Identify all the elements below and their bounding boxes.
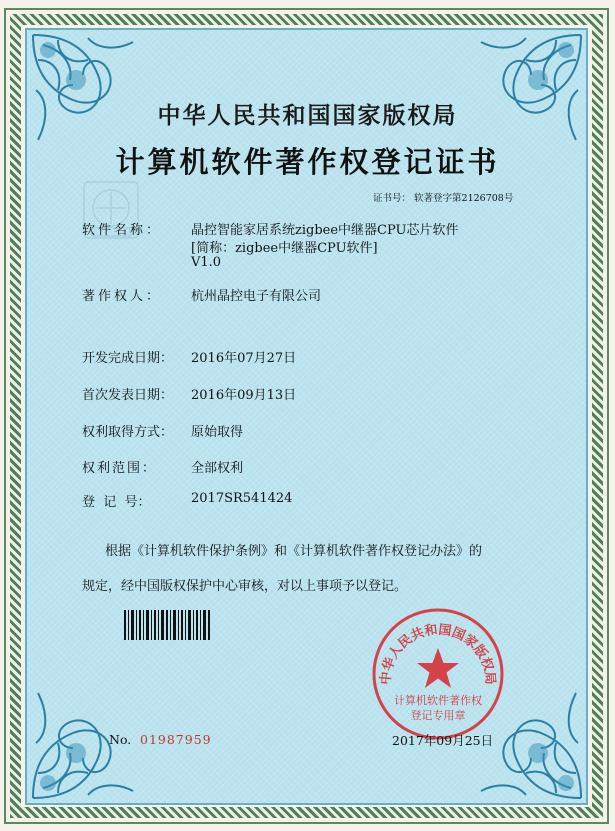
pub-date-value: 2016年09月13日 — [191, 388, 297, 403]
seal-center-line-2: 登记专用章 — [410, 709, 466, 722]
pub-date-label: 首次发表日期： — [82, 388, 174, 403]
dev-date-label: 开发完成日期： — [82, 351, 174, 366]
certificate-title: 计算机软件著作权登记证书 — [115, 145, 500, 179]
registration-label: 登 记 号： — [82, 495, 151, 510]
dev-date-value: 2016年07月27日 — [191, 351, 297, 366]
scope-label: 权利范围： — [82, 461, 158, 476]
serial-label: No. — [109, 732, 132, 747]
issuer-heading: 中华人民共和国国家版权局 — [157, 102, 458, 129]
registration-number: 2017SR541424 — [191, 491, 293, 506]
statement-line-2: 规定，经中国版权保护中心审核，对以上事项予以登记。 — [82, 579, 408, 594]
software-name-label: 软件名称： — [82, 223, 163, 238]
corner-ornament-top-left — [28, 30, 138, 150]
acquisition-label: 权利取得方式： — [82, 425, 174, 440]
certificate-number: 证书号： 软著登字第2126708号 — [373, 193, 514, 204]
statement-line-1: 根据《计算机软件保护条例》和《计算机软件著作权登记办法》的 — [105, 544, 483, 559]
owner-value: 杭州晶控电子有限公司 — [191, 289, 322, 304]
scope-value: 全部权利 — [191, 461, 244, 476]
official-seal-stamp — [368, 604, 508, 744]
barcode — [124, 610, 210, 640]
seal-center-line-1: 计算机软件著作权 — [394, 694, 482, 707]
issue-date: 2017年09月25日 — [392, 733, 494, 748]
acquisition-value: 原始取得 — [191, 425, 244, 440]
seal-ring-text: 中华人民共和国国家版权局 — [378, 622, 498, 686]
corner-ornament-top-right — [476, 30, 586, 150]
software-short-name: [简称：zigbee中继器CPU软件] — [191, 241, 378, 256]
software-version: V1.0 — [191, 255, 222, 270]
owner-label: 著作权人： — [82, 289, 163, 304]
serial-number: 01987959 — [140, 732, 212, 747]
software-name-value: 晶控智能家居系统zigbee中继器CPU芯片软件 — [191, 223, 459, 238]
